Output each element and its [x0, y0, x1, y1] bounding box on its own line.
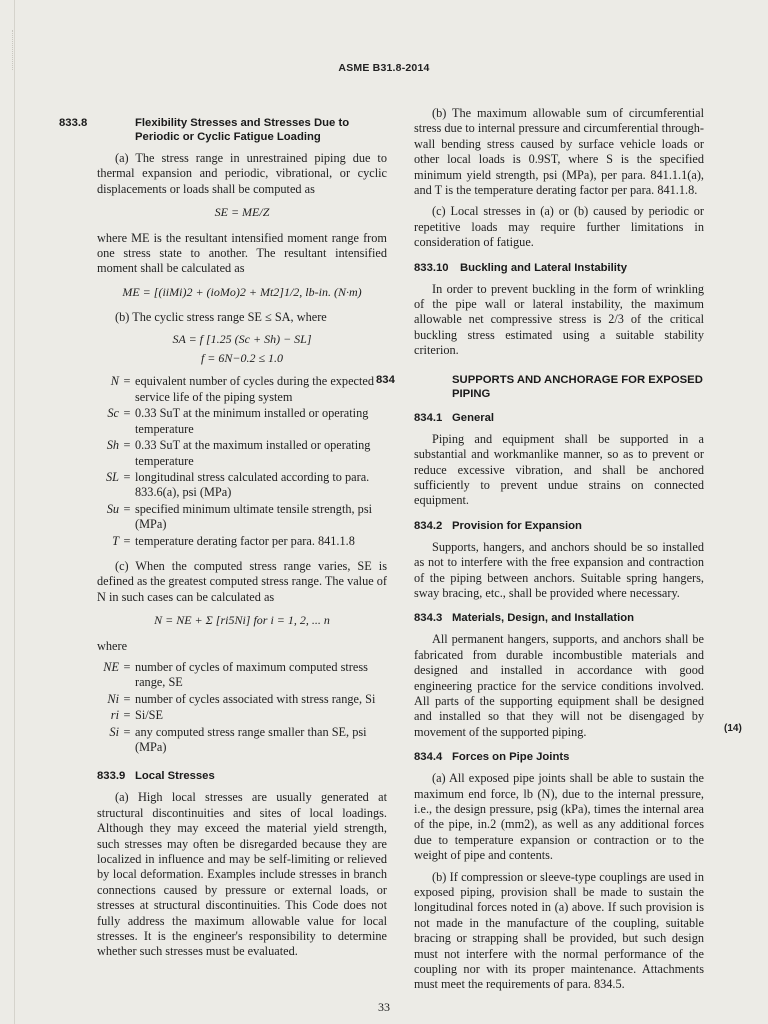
definition: longitudinal stress calculated according to para. 833.6(a), psi (MPa) [135, 469, 370, 500]
section-number: 833.10 [414, 261, 449, 274]
definition-row [97, 470, 387, 501]
definition: number of cycles associated with stress range, Si [135, 691, 376, 706]
section-number: 833.9 [97, 770, 126, 783]
symbol: SL [106, 469, 119, 484]
symbol: Sc [107, 406, 119, 421]
section-title: SUPPORTS AND ANCHORAGE FOR EXPOSED PIPING [452, 373, 703, 400]
heading-833-8 [59, 116, 387, 144]
symbol: N [110, 374, 119, 389]
definition: any computed stress range smaller than SE, psi (MPa) [135, 724, 367, 754]
section-title: Materials, Design, and Installation [452, 612, 635, 625]
definitions-list-b [97, 374, 387, 548]
equals-sign: = [123, 708, 131, 723]
symbol: T [112, 533, 119, 548]
equation-n: N = NE + Σ [ri5Ni] for i = 1, 2, ... n [154, 613, 330, 628]
heading-834-4 [414, 750, 704, 764]
definition: specified minimum ultimate tensile strength, psi (MPa) [135, 501, 373, 532]
equals-sign: = [123, 406, 131, 421]
definition: number of cycles of maximum computed stress range, SE [135, 659, 368, 690]
heading-834-2 [414, 519, 704, 533]
heading-833-10 [414, 261, 704, 275]
para-834-3: All permanent hangers, supports, and anchors shall be fabricated from durable incombustible materials and designed and installed in accordance with good engineering practice for the service conditions involved. All parts of the supporting equipment shall be designed and installed so that they will not be disengaged by movement of the supported piping. [414, 632, 704, 739]
running-header: ASME B31.8-2014 [338, 62, 430, 74]
para-833-8-b: (b) The cyclic stress range SE ≤ SA, where [115, 310, 327, 325]
symbol: Ni [107, 691, 119, 706]
definition-row [97, 660, 387, 691]
symbol: ri [110, 708, 119, 723]
section-number: 834.2 [414, 519, 443, 532]
symbol: NE [103, 659, 119, 674]
para-834-2: Supports, hangers, and anchors should be so installed as not to interfere with the free expansion and contraction of the piping between anchors. Suitable spring hangers, sway bracing, etc., shall be provided where necessary. [414, 539, 704, 600]
para-833-8-c: (c) When the computed stress range varies, SE is defined as the greatest computed stress range. The value of N in such cases can be calculated as [97, 558, 388, 604]
equation-sa: SA = f [1.25 (Sc + Sh) − SL] [172, 331, 312, 346]
para-where-me: where ME is the resultant intensified moment range from one stress state to another. The resultant intensified moment shall be calculated as [97, 230, 387, 276]
where-label: where [97, 638, 128, 653]
symbol: Si [109, 724, 119, 739]
para-833-10: In order to prevent buckling in the form of wrinkling of the pipe wall or lateral instability, the maximum allowable net compressive stress is 2/3 of the critical buckling stress estimated using a suitable stability criterion. [414, 281, 704, 358]
para-834-4-b: (b) If compression or sleeve-type couplings are used in exposed piping, provision shall be made to sustain the longitudinal forces noted in (a) above. If such provision is not made in the manufacture of the coupling, suitable bracing or strapping shall be provided, but such design must not interfere with the normal performance of the coupling nor with its proper maintenance. Attachments must meet the requirements of para. 834.5. [414, 869, 704, 992]
section-number: 833.8 [59, 117, 88, 129]
definition-row [97, 374, 387, 405]
heading-834-3 [414, 611, 704, 625]
section-title: Provision for Expansion [452, 519, 582, 532]
symbol: Sh [106, 438, 119, 453]
left-column [59, 106, 388, 966]
section-title: Local Stresses [135, 770, 215, 783]
para-833-8-a: (a) The stress range in unrestrained piping due to thermal expansion and periodic, vibrational, or cyclic displacements or loads shall be computed as [97, 151, 387, 196]
definition-row [97, 708, 387, 723]
section-number: 834 [376, 373, 395, 386]
equals-sign: = [123, 438, 131, 453]
heading-833-9 [97, 769, 387, 783]
heading-834-1 [414, 411, 704, 425]
right-column [376, 106, 704, 999]
section-title: Forces on Pipe Joints [452, 751, 570, 764]
definition: equivalent number of cycles during the expected service life of the piping system [135, 374, 375, 404]
symbol: Su [106, 501, 119, 516]
equals-sign: = [123, 691, 131, 706]
binding-edge [14, 0, 15, 1024]
definition: temperature derating factor per para. 841.1.8 [135, 533, 355, 548]
definition-row [97, 502, 387, 533]
equals-sign: = [123, 724, 131, 739]
equation-f: f = 6N−0.2 ≤ 1.0 [200, 351, 284, 366]
section-title: Buckling and Lateral Instability [460, 261, 627, 274]
section-number: 834.4 [414, 751, 443, 764]
section-title: General [452, 411, 495, 424]
heading-834 [376, 373, 704, 401]
equals-sign: = [123, 501, 131, 516]
section-title: Flexibility Stresses and Stresses Due to Periodic or Cyclic Fatigue Loading [135, 117, 350, 143]
definition-row [97, 534, 387, 549]
para-834-4-a: (a) All exposed pipe joints shall be able to sustain the maximum end force, lb (N), due to the internal pressure, i.e., the design pressure, psig (kPa), times the internal area of the pipe, in.2 (mm2), as well as any additional forces due to temperature expansion or contraction or to the weight of pipe and contents. [414, 771, 704, 863]
equals-sign: = [123, 659, 131, 674]
equals-sign: = [123, 469, 131, 484]
para-833-9-b: (b) The maximum allowable sum of circumferential stress due to internal pressure and circumferential through-wall bending stress caused by surface vehicle loads or other local loads is 0.9ST, where S is the specified minimum yield strength, psi (MPa), per para. 841.1.1(a), and T is the temperature derating factor per para. 841.1.8. [414, 106, 704, 198]
definition: Si/SE [135, 708, 164, 723]
definition: 0.33 SuT at the maximum installed or operating temperature [135, 438, 371, 468]
para-834-1: Piping and equipment shall be supported in a substantial and workmanlike manner, so as to prevent or reduce excessive vibration, and shall be anchored sufficiently to prevent undue strains on connected equipment. [414, 431, 704, 508]
definition: 0.33 SuT at the minimum installed or operating temperature [135, 406, 369, 436]
para-833-9-c: (c) Local stresses in (a) or (b) caused by periodic or repetitive loads may require further limitations in consideration of fatigue. [414, 204, 704, 250]
definition-row [97, 692, 387, 707]
equation-se: SE = ME/Z [214, 205, 270, 220]
page-number: 33 [378, 1000, 390, 1014]
equals-sign: = [123, 533, 131, 548]
definitions-list-c [97, 660, 387, 755]
definition-row [97, 406, 387, 437]
definition-row [97, 725, 387, 756]
equals-sign: = [123, 374, 131, 389]
equation-me: ME = [(iiMi)2 + (ioMo)2 + Mt2]1/2, lb-in. (N·m) [122, 284, 362, 299]
definition-row [97, 438, 387, 469]
section-number: 834.1 [414, 411, 443, 424]
para-833-9-a: (a) High local stresses are usually generated at structural discontinuities and sites of local loadings. Although they may exceed the material yield strength, such stresses may often be disregarded because they are localized in influence and may be self-limiting or relieved by local deformation. Examples include stresses in branch connections caused by pressure or external loads, or stresses at structural discontinuities. This Code does not fully address the maximum allowable value for local stresses. It is the engineer's responsibility to determine whether such stresses must be evaluated. [97, 790, 387, 959]
revision-tag: (14) [724, 723, 742, 734]
section-number: 834.3 [414, 612, 443, 625]
